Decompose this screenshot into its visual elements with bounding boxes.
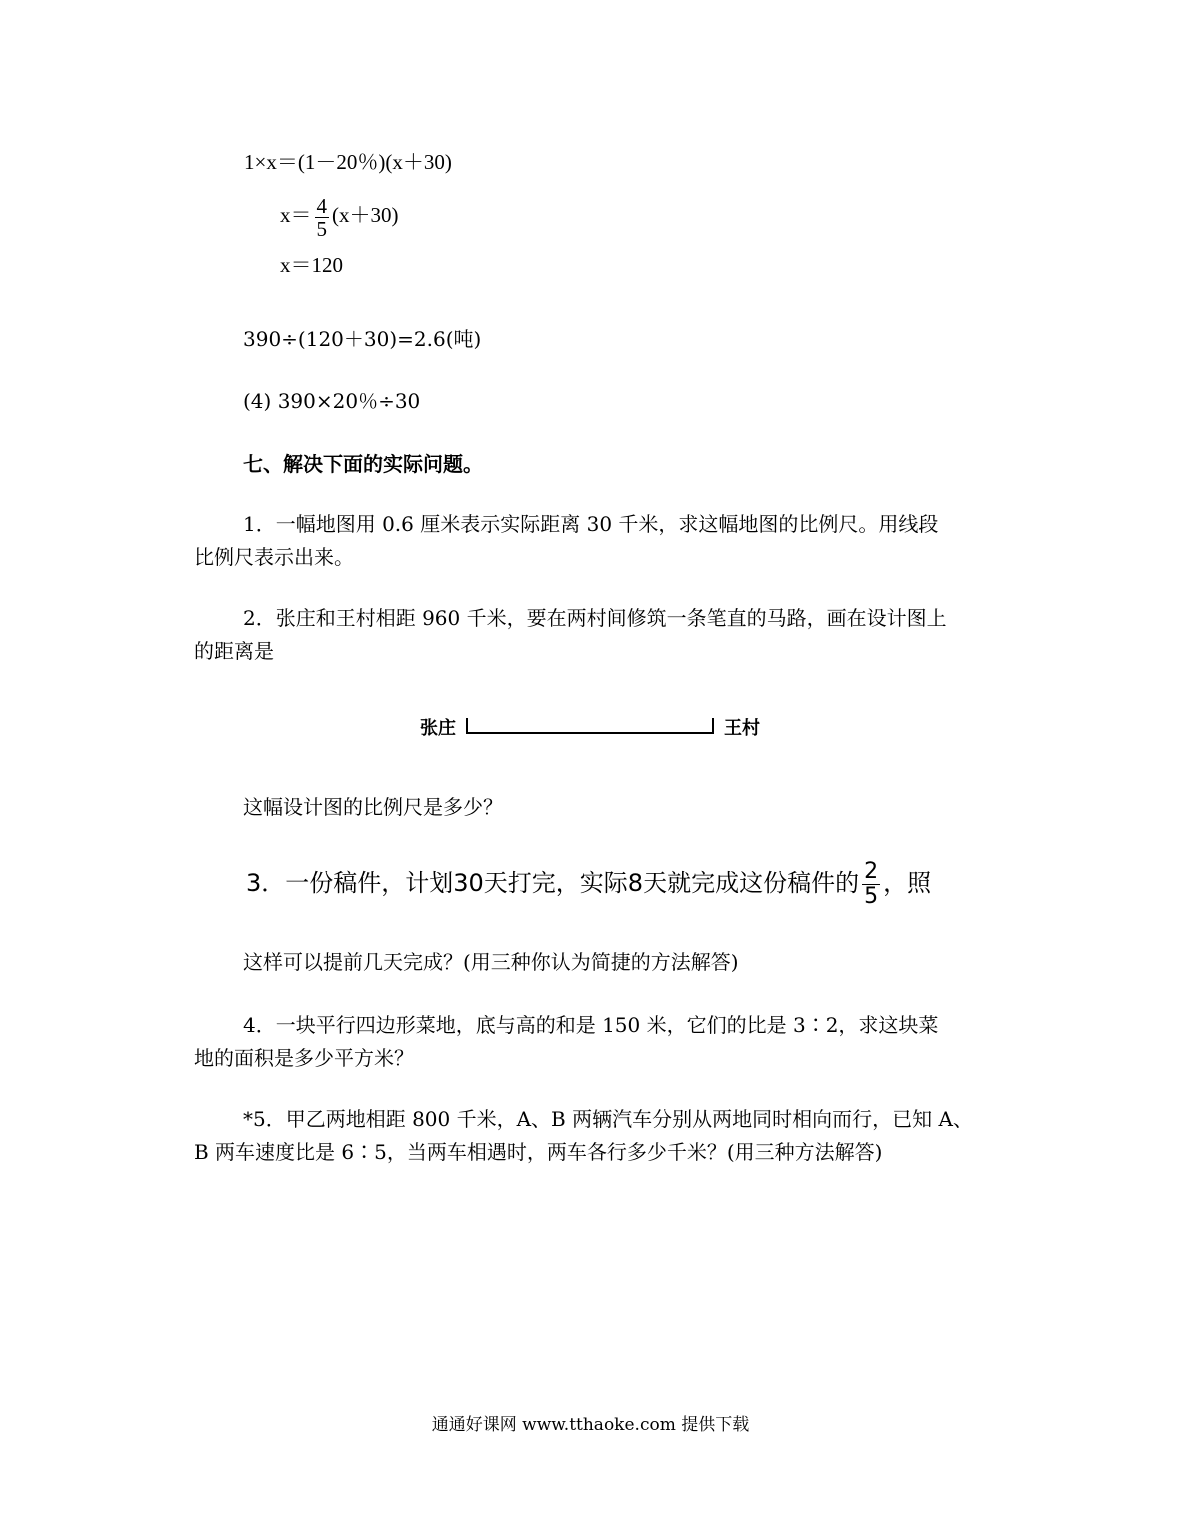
calculation-2: (4) 390×20％÷30 <box>243 389 421 413</box>
question-4-line-1: 4．一块平行四边形菜地，底与高的和是 150 米，它们的比是 3∶2，求这块菜 <box>243 1013 939 1037</box>
section-title: 七、解决下面的实际问题。 <box>243 452 483 476</box>
fraction-four-fifths <box>315 195 330 240</box>
equation-2-lhs: x＝ <box>280 203 312 227</box>
segment-right-label: 王村 <box>724 718 760 739</box>
segment-diagram <box>420 712 780 738</box>
question-3-line-1 <box>246 855 931 911</box>
equation-3: x＝120 <box>280 253 343 277</box>
question-5-line-2: B 两车速度比是 6∶5，当两车相遇时，两车各行多少千米？(用三种方法解答) <box>194 1140 883 1164</box>
question-2-line-1: 2．张庄和王村相距 960 千米，要在两村间修筑一条笔直的马路，画在设计图上 <box>243 606 947 630</box>
fraction-numerator: 4 <box>316 193 327 218</box>
equation-2-rhs: (x＋30) <box>332 203 399 227</box>
calculation-1: 390÷(120＋30)=2.6(吨) <box>243 327 482 351</box>
question-3-text: 3．一份稿件，计划30天打完，实际8天就完成这份稿件的 <box>246 869 860 897</box>
question-3-line-2: 这样可以提前几天完成？(用三种你认为简捷的方法解答) <box>243 950 739 974</box>
equation-1: 1×x＝(1－20％)(x＋30) <box>244 150 452 174</box>
equation-2 <box>280 190 399 240</box>
fraction-denominator: 5 <box>864 883 879 909</box>
question-2-line-2: 的距离是 <box>194 639 274 663</box>
fraction-denominator: 5 <box>316 216 327 241</box>
question-4-line-2: 地的面积是多少平方米？ <box>194 1046 414 1070</box>
segment-left-label: 张庄 <box>420 718 456 739</box>
question-1-line-2: 比例尺表示出来。 <box>194 545 354 569</box>
question-1-line-1: 1．一幅地图用 0.6 厘米表示实际距离 30 千米，求这幅地图的比例尺。用线段 <box>243 512 939 536</box>
fraction-numerator: 2 <box>864 858 879 884</box>
question-3-text-after: ，照 <box>883 869 932 897</box>
question-2-ask: 这幅设计图的比例尺是多少？ <box>243 795 503 819</box>
page-footer: 通通好课网 www.tthaoke.com 提供下载 <box>431 1415 750 1435</box>
fraction-two-fifths <box>862 860 880 909</box>
segment-line <box>466 718 714 734</box>
question-5-line-1: *5．甲乙两地相距 800 千米，A、B 两辆汽车分别从两地同时相向而行，已知 A、 <box>243 1107 973 1131</box>
